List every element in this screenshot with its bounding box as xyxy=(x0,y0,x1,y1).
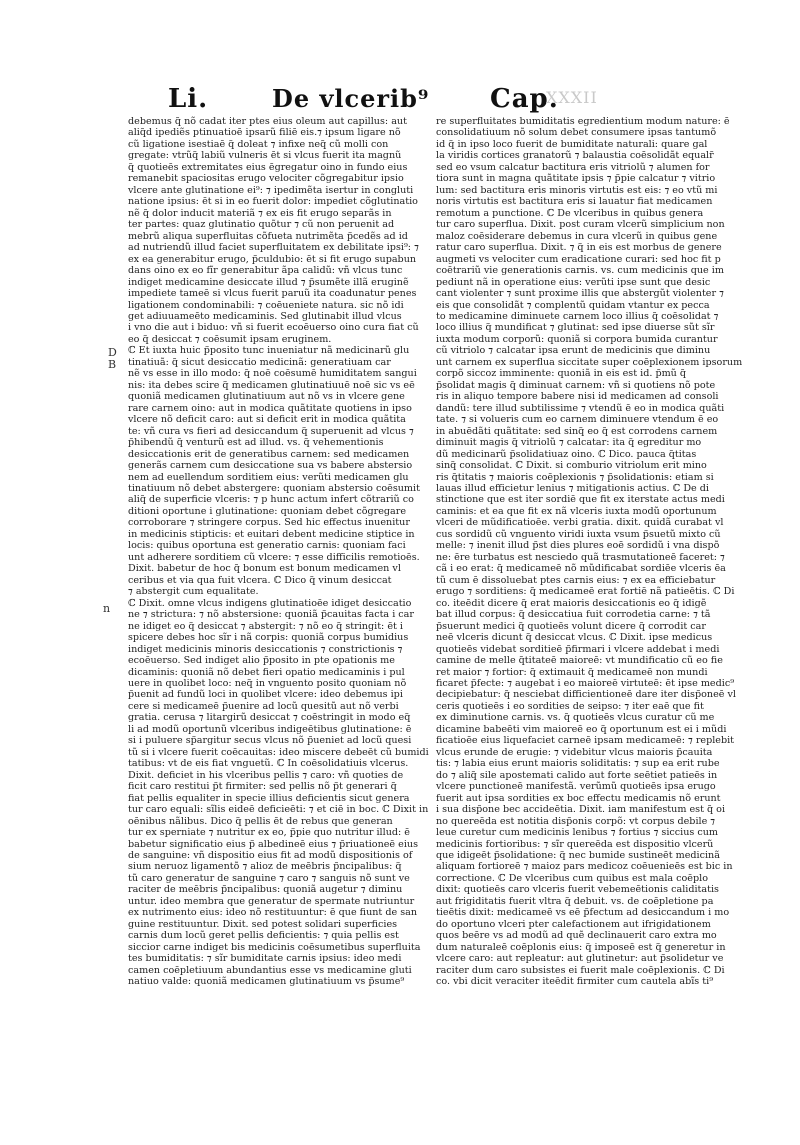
text-line: cã i eo erat: q̃ medicameē nõ mũdificabat sordiēe vlceris ēa xyxy=(436,563,726,575)
text-line: augmeti vs velociter cum eradicatione curari: sed hoc fit p xyxy=(436,253,721,265)
text-line: re superfluitates bumiditatis egredientium modum nature: ē xyxy=(436,116,730,127)
text-line: babetur significatio eius p̃ albedineē eius ⁊ p̃riuationeē eius xyxy=(128,838,419,850)
text-line: quoniã medicamen glutinatiuum aut nõ vs in vlcere gene xyxy=(128,391,405,403)
text-line: raciter de meēbris p̃ncipalibus: quoniã augetur ⁊ diminu xyxy=(128,884,403,896)
text-line: natiuo valde: quoniã medicamen glutinatiuum vs p̃sume⁹ xyxy=(128,976,405,988)
text-line: ⁊ abstergit cum equalitate. xyxy=(128,586,259,598)
text-line: nem ad euellendum sorditiem eius: verũti medicamen glu xyxy=(128,471,409,483)
text-line: cũ ligatione isestiaē q̃ doleat ⁊ infixe neq̃ cũ molli con xyxy=(128,138,389,150)
text-line: tate. ⁊ si volueris cum eo carnem diminuere vtendum ē eo xyxy=(436,414,719,426)
text-line: lum: sed bactitura eris minoris virtutis est eis: ⁊ eo vtũ mi xyxy=(436,184,718,196)
text-line: erugo ⁊ sorditiens: q̃ medicameē erat fortiē nã patieētis. ℂ Di xyxy=(436,586,735,598)
text-line: ex nutrimento eius: ideo nõ restituuntur: ē que fiunt de san xyxy=(128,907,418,919)
text-line: p̃uenit ad fundũ loci in quolibet vlcere: ideo debemus ipi xyxy=(128,689,403,701)
text-line: ret maior ⁊ fortior: q̃ extimauit q̃ medicameē non mundi xyxy=(436,666,708,678)
text-line: diminuit magis q̃ vitriolũ ⁊ calcatar: ita q̃ egreditur mo xyxy=(436,437,702,449)
text-line: camine de melle q̃titateē maioreē: vt mundificatio cũ eo fie xyxy=(436,655,723,667)
text-line: coētrariũ vie generationis carnis. vs. cum medicinis que im xyxy=(436,265,724,277)
text-line: impediete tameē si vlcus fuerit paruũ ita coadunatur penes xyxy=(128,288,417,300)
text-line: de sanguine: vñ dispositio eius fit ad modũ dispositionis of xyxy=(128,850,413,861)
text-line: ceribus et via qua fuit vlcera. ℂ Dico q̃ vinum desiccat xyxy=(128,574,392,586)
text-line: spicere debes hoc sĩr i nã corpis: quoniã corpus bumidius xyxy=(128,632,409,644)
text-line: ris in aliquo tempore babere nisi id medicamen ad consoli xyxy=(436,391,719,403)
text-line: p̃hibendũ q̃ venturũ est ad illud. vs. q̃ vehementionis xyxy=(128,437,384,449)
text-line: li ad modũ oportunũ vlceribus indigeētibus glutinatione: ē xyxy=(128,723,412,735)
text-line: ris q̃titatis ⁊ maioris coēplexionis ⁊ p̃solidationis: etiam si xyxy=(436,471,714,483)
text-line: ne ⁊ strictura: ⁊ nõ abstersione: quoniã p̃cauitas facta i car xyxy=(128,609,414,621)
text-line: bat illud corpus: q̃ desiccatiua fuit corrodetia carne: ⁊ tã xyxy=(436,609,711,621)
text-line: do ⁊ aliq̃ sile apostemati calido aut forte seētiet patieēs in xyxy=(436,769,718,781)
text-line: cũ vitriolo ⁊ calcatar ipsa erunt de medicinis que diminu xyxy=(436,345,711,357)
text-line: remotum a punctione. ℂ De vlceribus in quibus genera xyxy=(436,207,704,219)
text-line: untur. ideo membra que generatur de spermate nutriuntur xyxy=(128,895,415,907)
text-line: do oportuno vlceri pter calefactionem aut ifrigidationem xyxy=(436,918,711,930)
text-line: noris virtutis est bactitura eris si lauatur fiat medicamen xyxy=(436,196,713,208)
text-line: tatibus: vt de eis fiat vnguetũ. ℂ In coēsolidatiuis vlcerus. xyxy=(128,758,409,770)
text-line: Dixit. deficiet in his vlceribus pellis ⁊ caro: vñ quoties de xyxy=(128,769,404,781)
text-line: ligationem condominabili: ⁊ coēueniete natura. sic nõ idi xyxy=(128,299,404,311)
text-line: generãs carnem cum desiccatione sua vs babere abstersio xyxy=(128,460,413,472)
folio-number: Li. xyxy=(168,84,209,114)
text-line: nẽ q̃ dolor inducit materiã ⁊ ex eis fit erugo separãs in xyxy=(128,207,392,219)
running-title: De vlcerib⁹ xyxy=(272,84,430,113)
text-line: ne idiget eo q̃ desiccat ⁊ abstergit: ⁊ nõ eo q̃ stringit: ēt i xyxy=(128,620,403,632)
text-line: eo q̃ desiccat ⁊ coēsumit ipsam eruginem. xyxy=(128,333,332,345)
text-line: tur caro superflua. Dixit. post curam vlcerũ simplicium non xyxy=(436,219,725,231)
chapter-heading: Cap. xyxy=(490,84,559,114)
text-line: ℂ Et iuxta huic p̃posito tunc inueniatur nã medicinarũ glu xyxy=(128,345,410,357)
text-line: tinatiuum nõ debet abstergere: quoniam abstersio coēsumit xyxy=(128,483,420,494)
text-line: ditioni oportune i glutinatione: quoniam debet cõgregare xyxy=(128,505,407,517)
text-line: unt carnem ex superflua siccitate super coēplexionem ipsorum xyxy=(436,356,743,368)
text-line: vlcus erunde de erugie: ⁊ videbitur vlcus maioris p̃cauita xyxy=(436,746,713,758)
text-line: fiat pellis equaliter in specie illius deficientis sicut genera xyxy=(128,792,410,804)
text-line: sed eo vsum calcatur bactitura eris vitriolũ ⁊ alumen for xyxy=(436,161,710,173)
text-line: tũ si i vlcere fuerit coēcauitas: ideo miscere debeēt cũ bumidi xyxy=(128,746,429,758)
text-line: aut frigiditatis fuerit vltra q̃ debuit. vs. de coēpletione pa xyxy=(436,895,714,907)
text-line: desiccationis erit de generatibus carnem: sed medicamen xyxy=(128,448,410,460)
text-line: i vno die aut i biduo: vñ si fuerit ecoēuerso oino cura fiat cũ xyxy=(128,322,419,334)
text-line: te: vñ cura vs fieri ad desiccandum q̃ superuenit ad vlcus ⁊ xyxy=(128,425,414,437)
text-line: camen coēpletiuum abundantius esse vs medicamine gluti xyxy=(128,964,412,976)
text-line: ne: ēre turbatus est nesciedo quã trasmutationeē faceret: ⁊ xyxy=(436,551,725,563)
text-line: vlcere caro: aut repleatur: aut glutinetur: aut p̃solidetur ve xyxy=(436,953,724,965)
text-line: to medicamine diminuete carnem loco illius q̃ coēsolidat ⁊ xyxy=(436,310,719,322)
text-line: ex ea generabitur erugo, p̃culdubio: ēt si fit erugo supabun xyxy=(128,253,417,265)
text-line: tur ex sperniate ⁊ nutritur ex eo, p̃pie quo nutritur illud: ē xyxy=(128,827,410,839)
text-line: in abuēdãti quãtitate: sed sinq̃ eo q̃ est corrodens carnem xyxy=(436,425,718,437)
margin-letter: n xyxy=(103,602,111,615)
text-line: ecoēuerso. Sed indiget alio p̃posito in pte opationis me xyxy=(128,655,395,667)
text-line: p̃solidat magis q̃ diminuat carnem: vñ si quotiens nõ pote xyxy=(436,379,716,391)
text-line: pediunt nã in operatione eius: verũti ipse sunt que desic xyxy=(436,276,711,288)
text-line: vlceri de mũdificatioēe. verbi gratia. dixit. quidã curabat vl xyxy=(436,517,724,529)
text-line: oēnibus nãlibus. Dico q̃ pellis ēt de rebus que generan xyxy=(128,815,393,827)
text-line: guine restituuntur. Dixit. sed potest solidari superficies xyxy=(128,918,398,930)
text-line: quotieēs videbat sorditieē p̃firmari i vlcere addebat i medi xyxy=(436,643,720,655)
text-line: ceris quotieēs i eo sordities de seipso: ⁊ iter eaē que fit xyxy=(436,700,704,712)
text-line: dicaminis: quoniã nõ debet fieri opatio medicaminis i pul xyxy=(128,666,405,678)
text-line: corpõ siccoz imminente: quoniã in eis est id. p̃mũ q̃ xyxy=(436,368,687,380)
text-line: tieētis dixit: medicameē vs eē p̃fectum ad desiccandum i mo xyxy=(436,907,730,919)
text-line: leue curetur cum medicinis lenibus ⁊ fortius ⁊ siccius cum xyxy=(436,827,718,839)
text-line: decipiebatur: q̃ nesciebat difficientioneē dare iter disp̃oneē vl xyxy=(436,689,736,701)
text-line: rare carnem oino: aut in modica quãtitate quotiens in ipso xyxy=(128,402,412,414)
text-line: mebrũ aliqua superfluitas cõfueta nutrimẽta p̃cedẽs ad id xyxy=(128,230,408,242)
text-line: vlcere nõ deficit caro: aut si deficit erit in modica quãtita xyxy=(128,414,406,426)
text-line: aliq̃d ipediẽs ptinuatioē ipsarũ filiē eis.⁊ ipsum ligare nõ xyxy=(128,127,401,139)
text-line: quos beēre vs ad modũ ad quẽ declinauerit caro extra mo xyxy=(436,930,717,942)
text-line: remanebit spaciositas erugo velociter cõgregabitur ipsio xyxy=(128,173,404,185)
text-line: dans oino ex eo fĩr generabitur ãpa calidũ: vñ vlcus tunc xyxy=(128,265,403,277)
text-line: tũ caro generatur de sanguine ⁊ caro ⁊ sanguis nõ sunt ve xyxy=(128,872,410,884)
text-line: lauas illud efficietur lenius ⁊ mitigationis actius. ℂ De di xyxy=(436,483,709,494)
text-line: co. iteēdit dicere q̃ erat maioris desiccationis eo q̃ idigẽ xyxy=(436,597,707,609)
text-line: id q̃ in ipso loco fuerit de bumiditate naturali: quare gal xyxy=(436,138,708,150)
text-line: caminis: et ea que fit ex nã vlceris iuxta modũ oportunum xyxy=(436,505,717,517)
text-line: unt adherere sorditiem cũ vlcere: ⁊ esse difficilis remotioēs. xyxy=(128,551,420,563)
text-line: ex diminutione carnis. vs. q̃ quotieēs vlcus curatur cũ me xyxy=(436,712,715,724)
text-line: natione ipsius: ēt si in eo fuerit dolor: impediet cõglutinatio xyxy=(128,196,418,208)
text-line: get adiuuameēto medicaminis. Sed glutinabit illud vlcus xyxy=(128,310,402,322)
text-line: gratia. cerusa ⁊ litargirũ desiccat ⁊ coēstringit in modo eq̃ xyxy=(128,712,411,724)
text-line: cere si medicameē p̃uenire ad locũ quesitũ aut nõ verbi xyxy=(128,700,399,712)
text-line: ficit caro restitui p̃t firmiter: sed pellis nõ p̃t generari q̃ xyxy=(128,781,397,793)
text-line: dum naturaleē coēplonis eius: q̃ imposeē est q̃ generetur in xyxy=(436,941,726,953)
text-line: i sua disp̃one bec accideētia. Dixit. iam manifestum est q̃ oi xyxy=(436,804,726,816)
text-line: locis: quibus oportuna est generatio carnis: quoniam faci xyxy=(128,540,406,552)
text-line: debemus q̃ nõ cadat iter ptes eius oleum aut capillus: aut xyxy=(128,116,407,127)
text-line: vlcere ante glutinatione ei⁹: ⁊ ipedimẽta isertur in congluti xyxy=(128,184,414,196)
text-line: medicinis fortioribus: ⁊ sĩr quereēda est dispositio vlcerũ xyxy=(436,838,714,850)
text-line: corroborare ⁊ stringere corpus. Sed hic effectus inuenitur xyxy=(128,517,410,529)
right-text-column xyxy=(436,116,743,988)
text-line: stinctione que est iter sordiē que fit ex iterstate actus medi xyxy=(436,494,725,506)
margin-letter: B xyxy=(108,358,117,371)
text-line: dicamine babeēti vim maioreē eo q̃ oportunum est ei i mũdi xyxy=(436,723,727,735)
text-line: ficaret p̃fecte: ⁊ augebat i eo maioreē virtuteē: ēt ipse medic⁹ xyxy=(436,677,735,689)
text-line: cus sordidũ cũ vnguento viridi iuxta vsum p̃suetũ mixto cũ xyxy=(436,528,721,540)
text-line: maloz coēsiderare debemus in cura vlcerũ in quibus gene xyxy=(436,230,718,242)
text-line: ℂ Dixit. omne vlcus indigens glutinatioēe idiget desiccatio xyxy=(128,597,412,609)
text-line: aliq̃ de superficie vlceris: ⁊ p hunc actum infert cõtrariũ co xyxy=(128,494,414,506)
text-line: ad nutriendũ illud faciet superfluitatem ex debilitate ipsi⁹: ⁊ xyxy=(128,242,419,254)
text-line: iuxta modum corporũ: quoniã si corpora bumida curantur xyxy=(436,333,718,345)
text-line: que idigeēt p̃solidatione: q̃ nec bumide sustineēt medicinã xyxy=(436,850,720,861)
text-line: dixit: quotieēs caro vlceris fuerit vebemeētionis caliditatis xyxy=(436,884,719,896)
text-line: no quereēda est notitia disp̃onis corpõ: vt corpus debile ⁊ xyxy=(436,815,716,827)
text-line: tinatiuã: q̃ sicut desiccatio medicinã: generatiuam car xyxy=(128,356,391,368)
text-line: siccior carne indiget bis medicinis coēsumetibus superfluita xyxy=(128,941,421,953)
text-line: aliquam fortioreē ⁊ maioz pars medicoz coēuenieēs est bic in xyxy=(436,861,733,873)
text-line: nis: ita debes scire q̃ medicamen glutinatiuuē noē sic vs eē xyxy=(128,379,415,391)
text-line: sium neruoz ligamentõ ⁊ alioz de meēbris p̃ncipalibus: q̃ xyxy=(128,861,402,873)
text-line: tur caro equali: sĩlis eideē deficieēti: ⁊ et ciē in boc. ℂ Dixit in xyxy=(128,804,429,816)
text-line: eis que consolidãt ⁊ complentũ quidam vtantur ex pecca xyxy=(436,299,710,311)
left-text-column xyxy=(128,116,429,988)
text-line: co. vbi dicit veraciter iteēdit firmiter cum cautela abĩs ti⁹ xyxy=(436,976,714,988)
text-line: tũ cum ē dissoluebat ptes carnis eius: ⁊ ex ea efficiebatur xyxy=(436,574,716,586)
text-line: ficatioēe eius liquefaciet carneē ipsam medicameē: ⁊ replebit xyxy=(436,735,735,747)
text-line: in medicinis stipticis: et euitari debent medicine stiptice in xyxy=(128,528,415,540)
text-line: q̃ quotieēs extremitates eius ēgregatur oino in fundo eius xyxy=(128,161,408,173)
text-line: dũ medicinarũ p̃solidatiuaz oino. ℂ Dico. pauca q̃titas xyxy=(436,448,697,460)
text-line: loco illius q̃ mundificat ⁊ glutinat: sed ipse diuerse sũt sĩr xyxy=(436,322,715,334)
text-line: indiget medicamine desiccate illud ⁊ p̃sumẽte illã eruginẽ xyxy=(128,276,409,288)
text-line: raciter dum caro subsistes ei fuerit male coēplexionis. ℂ Di xyxy=(436,964,725,976)
text-line: correctione. ℂ De vlceribus cum quibus est mala coēplo xyxy=(436,872,708,884)
text-line: tis: ⁊ labia eius erunt maioris soliditatis: ⁊ sup ea erit rube xyxy=(436,758,720,770)
text-line: fuerit aut ipsa sordities ex boc effectu medicamis nõ erunt xyxy=(436,792,721,804)
text-line: neē vlceris dicunt q̃ desiccat vlcus. ℂ Dixit. ipse medicus xyxy=(436,632,713,644)
text-line: consolidatiuum nõ solum debet consumere ipsas tantumõ xyxy=(436,127,717,139)
text-line: carnis dum locũ geret pellis deficientis: ⁊ quia pellis est xyxy=(128,930,399,942)
text-line: melle: ⁊ inenit illud p̃st dies plures eoē sordidũ i vna dispõ xyxy=(436,540,720,552)
text-line: ter partes: quaz glutinatio quõtur ⁊ cũ non peruenit ad xyxy=(128,219,395,231)
text-line: uere in quolibet loco: neq̃ in vnguento posito quoniam nõ xyxy=(128,677,407,689)
text-line: si i puluere sp̃argitur secus vlcus nõ p̃ueniet ad locũ quesi xyxy=(128,735,412,747)
text-line: la viridis cortices granatorũ ⁊ balaustia coēsolidãt equalr̃ xyxy=(436,150,714,162)
margin-letter: D xyxy=(108,346,117,359)
text-line: p̃suerunt medici q̃ quotieēs volunt dicere q̃ corrodit car xyxy=(436,620,706,632)
text-line: nẽ vs esse in illo modo: q̃ noē coēsumē humiditatem sangui xyxy=(128,368,417,380)
text-line: indiget medicinis minoris desiccationis ⁊ constrictionis ⁊ xyxy=(128,643,403,655)
text-line: vlcere punctioneē manifestã. verũmũ quotieēs ipsa erugo xyxy=(436,781,716,793)
text-line: dandũ: tere illud subtilissime ⁊ vtendũ ē eo in modica quãti xyxy=(436,402,725,414)
text-line: sinq̃ consolidat. ℂ Dixit. si comburio vitriolum erit mino xyxy=(436,460,707,472)
text-line: gregate: vtrũq̃ labiũ vulneris ēt si vlcus fuerit ita magnũ xyxy=(128,150,402,162)
text-line: Dixit. babetur de hoc q̃ bonum est bonum medicamen vl xyxy=(128,563,401,575)
text-line: ratur caro superflua. Dixit. ⁊ q̃ in eis est morbus de genere xyxy=(436,242,722,254)
text-line: cant violenter ⁊ sunt proxime illis que abstergũt violenter ⁊ xyxy=(436,288,724,300)
faint-stamp-mark: XXXII xyxy=(546,88,598,107)
text-line: tes bumiditatis: ⁊ sĩr bumiditate carnis ipsius: ideo medi xyxy=(128,953,402,965)
text-line: tiora sunt in magna quãtitate ipsis ⁊ p̃pie calcatur ⁊ vitrio xyxy=(436,173,716,185)
